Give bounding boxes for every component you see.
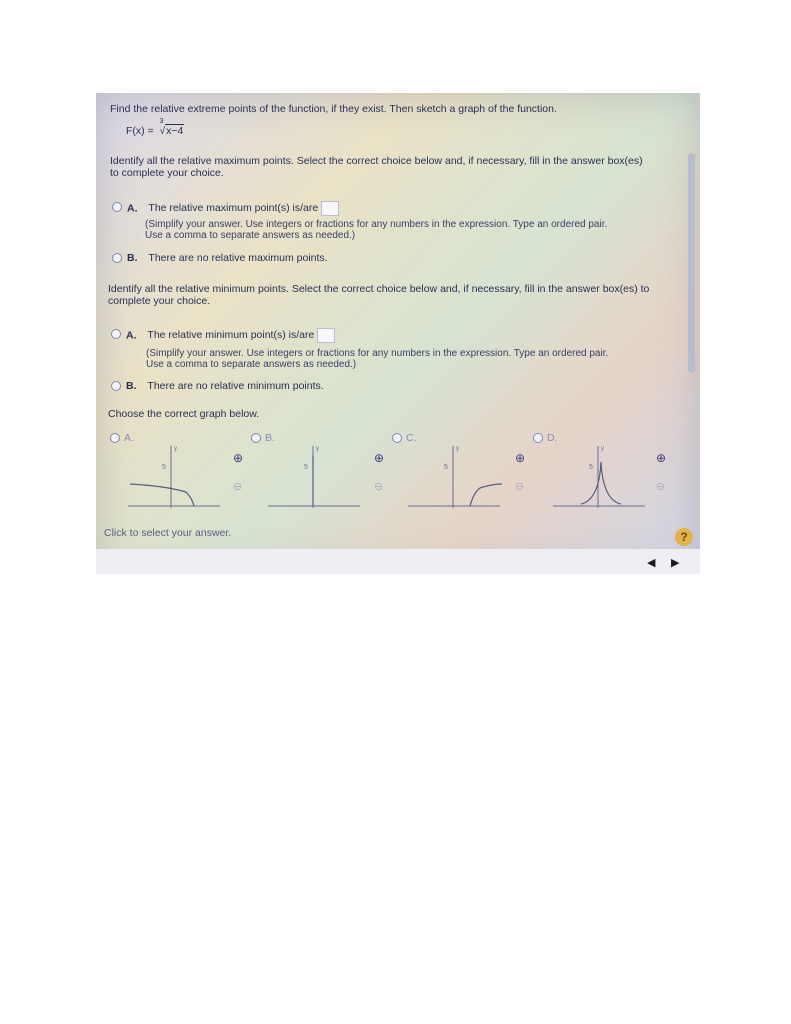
- max-answer-box[interactable]: [321, 201, 339, 216]
- curve-right: [601, 462, 621, 504]
- help-button[interactable]: ?: [675, 528, 693, 546]
- zoom-out-icon[interactable]: ⊖: [374, 481, 384, 493]
- graph-option-a-letter: A.: [124, 432, 134, 444]
- max-option-a-radio[interactable]: [112, 202, 122, 212]
- graph-option-b-radio[interactable]: [251, 433, 261, 443]
- max-prompt-line2: to complete your choice.: [110, 167, 224, 179]
- tick-label: 5: [444, 464, 448, 471]
- min-option-b[interactable]: [126, 380, 324, 392]
- zoom-in-icon[interactable]: ⊕: [515, 451, 526, 465]
- max-option-b[interactable]: [127, 252, 328, 264]
- root-index: 3: [159, 118, 164, 125]
- y-axis-label: y: [456, 446, 459, 452]
- graph-option-a-radio[interactable]: [110, 433, 120, 443]
- min-option-b-letter: B.: [126, 380, 137, 392]
- tick-label: 5: [162, 464, 166, 471]
- navigation-bar: [96, 549, 700, 574]
- y-axis-label: y: [601, 446, 604, 452]
- function-expression: [126, 118, 184, 138]
- max-hint-line2: Use a comma to separate answers as needed.): [145, 230, 356, 241]
- curve: [130, 484, 194, 506]
- min-hint-line1: (Simplify your answer. Use integers or fractions for any numbers in the expression. Type an ordered pair.: [146, 348, 609, 359]
- status-text: Click to select your answer.: [104, 527, 232, 539]
- max-option-b-letter: B.: [127, 252, 138, 264]
- cube-root: [159, 118, 185, 138]
- max-prompt-line1: Identify all the relative maximum points. Select the correct choice below and, if necessary, fill in the answer box(es): [110, 155, 643, 167]
- graph-option-b[interactable]: [266, 442, 366, 512]
- next-arrow-icon[interactable]: ▶: [671, 557, 680, 569]
- min-option-a-letter: A.: [126, 329, 137, 342]
- function-lhs: F(x) =: [126, 125, 154, 137]
- min-option-b-label: There are no relative minimum points.: [147, 380, 324, 392]
- question-instruction: Find the relative extreme points of the function, if they exist. Then sketch a graph of the function.: [110, 103, 557, 115]
- zoom-in-icon[interactable]: ⊕: [233, 451, 244, 465]
- screenshot-photo: [96, 93, 700, 574]
- graph-option-d[interactable]: [551, 442, 651, 512]
- graph-option-d-letter: D.: [547, 432, 558, 444]
- zoom-out-icon[interactable]: ⊖: [656, 481, 666, 493]
- tick-label: 5: [304, 464, 308, 471]
- graph-prompt: Choose the correct graph below.: [108, 408, 260, 420]
- zoom-out-icon[interactable]: ⊖: [233, 481, 243, 493]
- max-option-a[interactable]: [127, 201, 339, 216]
- zoom-out-icon[interactable]: ⊖: [515, 481, 525, 493]
- graph-option-d-radio[interactable]: [533, 433, 543, 443]
- graph-option-c[interactable]: [406, 442, 506, 512]
- graph-option-c-letter: C.: [406, 432, 417, 444]
- min-option-a-radio[interactable]: [111, 329, 121, 339]
- graph-option-b-letter: B.: [265, 432, 275, 444]
- max-option-a-label: The relative maximum point(s) is/are: [148, 202, 319, 215]
- max-option-b-label: There are no relative maximum points.: [148, 252, 328, 264]
- max-hint-line1: (Simplify your answer. Use integers or fractions for any numbers in the expression. Type an ordered pair.: [145, 219, 608, 230]
- zoom-in-icon[interactable]: ⊕: [374, 451, 385, 465]
- min-option-b-radio[interactable]: [111, 381, 121, 391]
- min-prompt-line1: Identify all the relative minimum points. Select the correct choice below and, if necessary, fill in the answer box(es) to: [108, 283, 650, 295]
- y-axis-label: y: [316, 446, 319, 452]
- max-option-a-letter: A.: [127, 202, 138, 215]
- max-option-b-radio[interactable]: [112, 253, 122, 263]
- radicand: x−4: [166, 125, 184, 137]
- min-answer-box[interactable]: [317, 328, 335, 343]
- graph-option-c-radio[interactable]: [392, 433, 402, 443]
- zoom-in-icon[interactable]: ⊕: [656, 451, 667, 465]
- y-axis-label: y: [174, 446, 177, 452]
- min-prompt-line2: complete your choice.: [108, 295, 211, 307]
- radical-sign-icon: √: [159, 126, 166, 137]
- min-option-a[interactable]: [126, 328, 335, 343]
- min-option-a-label: The relative minimum point(s) is/are: [147, 329, 315, 342]
- curve: [470, 484, 502, 506]
- previous-arrow-icon[interactable]: ◀: [647, 557, 656, 569]
- graph-option-a[interactable]: [126, 442, 226, 512]
- tick-label: 5: [589, 464, 593, 471]
- min-hint-line2: Use a comma to separate answers as needed.): [146, 359, 357, 370]
- scrollbar[interactable]: [688, 153, 695, 373]
